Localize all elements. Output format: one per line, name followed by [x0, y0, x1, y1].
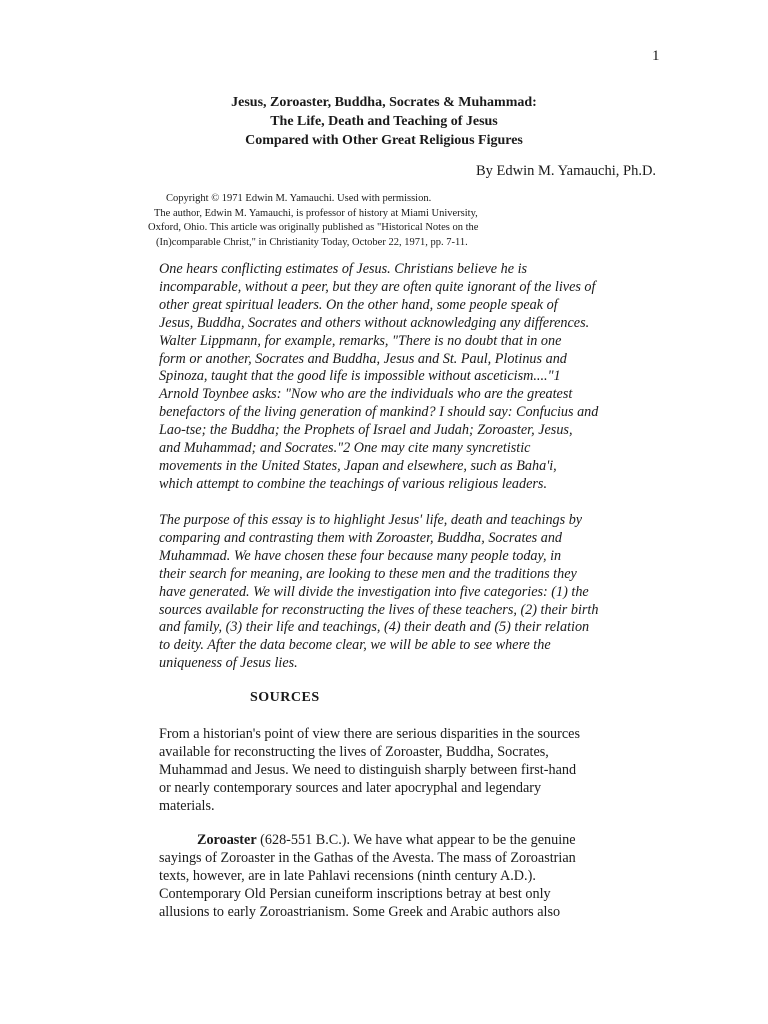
- copyright-line: (In)comparable Christ," in Christianity Today, October 22, 1971, pp. 7-11.: [156, 236, 468, 248]
- text-line: materials.: [159, 797, 215, 814]
- text-line: sayings of Zoroaster in the Gathas of the Avesta. The mass of Zoroastrian: [159, 849, 576, 866]
- text-line: or nearly contemporary sources and later apocryphal and legendary: [159, 779, 542, 796]
- text-line: Arnold Toynbee asks: "Now who are the individuals who are the greatest: [159, 386, 573, 403]
- text-line: texts, however, are in late Pahlavi recensions (ninth century A.D.).: [159, 867, 536, 884]
- intro-paragraph: [159, 261, 639, 494]
- section-heading-sources: SOURCES: [250, 690, 320, 705]
- text-line: incomparable, without a peer, but they are often quite ignorant of the lives of: [159, 278, 596, 295]
- title-line-1: Jesus, Zoroaster, Buddha, Socrates & Muhammad:: [231, 95, 537, 110]
- text-line: other great spiritual leaders. On the other hand, some people speak of: [159, 296, 558, 313]
- text-line: which attempt to combine the teachings of various religious leaders.: [159, 475, 548, 492]
- text-line: allusions to early Zoroastrianism. Some Greek and Arabic authors also: [159, 903, 561, 920]
- text-line: comparing and contrasting them with Zoroaster, Buddha, Socrates and: [159, 529, 563, 546]
- text-line: Spinoza, taught that the good life is impossible without asceticism...."1: [159, 368, 561, 385]
- title-line-2: The Life, Death and Teaching of Jesus: [270, 114, 498, 129]
- text-line: form or another, Socrates and Buddha, Jesus and St. Paul, Plotinus and: [159, 350, 567, 367]
- title-line-3: Compared with Other Great Religious Figures: [245, 133, 523, 148]
- text-line: their search for meaning, are looking to these men and the traditions they: [159, 565, 577, 582]
- text-line: Jesus, Buddha, Socrates and others without acknowledging any differences.: [159, 314, 590, 331]
- text-line: movements in the United States, Japan and elsewhere, such as Baha'i,: [159, 457, 557, 474]
- page-number: 1: [652, 48, 660, 64]
- document-title: [0, 93, 768, 150]
- copyright-notice: [148, 192, 528, 250]
- text-line: to deity. After the data become clear, we will be able to see where the: [159, 637, 551, 654]
- text-line: Muhammad. We have chosen these four because many people today, in: [159, 547, 562, 564]
- text-line: available for reconstructing the lives of Zoroaster, Buddha, Socrates,: [159, 743, 549, 760]
- text-line: sources available for reconstructing the lives of these teachers, (2) their birth: [159, 601, 599, 618]
- text-line: benefactors of the living generation of mankind? I should say: Confucius and: [159, 404, 599, 421]
- text-line: Lao-tse; the Buddha; the Prophets of Israel and Judah; Zoroaster, Jesus,: [159, 422, 573, 439]
- zoroaster-paragraph: [159, 832, 639, 922]
- sources-paragraph: [159, 726, 639, 816]
- text-line: have generated. We will divide the investigation into five categories: (1) the: [159, 583, 589, 600]
- text-line: and Muhammad; and Socrates."2 One may cite many syncretistic: [159, 440, 531, 457]
- text-line: Muhammad and Jesus. We need to distinguish sharply between first-hand: [159, 761, 577, 778]
- copyright-line: Oxford, Ohio. This article was originally published as "Historical Notes on the: [148, 222, 479, 233]
- purpose-paragraph: [159, 512, 639, 673]
- text-line: and family, (3) their life and teachings, (4) their death and (5) their relation: [159, 619, 590, 636]
- text-line: [159, 832, 639, 850]
- copyright-line: Copyright © 1971 Edwin M. Yamauchi. Used with permission.: [166, 193, 432, 204]
- text-line: One hears conflicting estimates of Jesus. Christians believe he is: [159, 261, 528, 277]
- copyright-line: The author, Edwin M. Yamauchi, is professor of history at Miami University,: [154, 207, 478, 219]
- text-line: Contemporary Old Persian cuneiform inscriptions betray at best only: [159, 885, 551, 902]
- text-line: From a historian's point of view there are serious disparities in the sources: [159, 726, 580, 742]
- zoroaster-lead-term: Zoroaster: [197, 832, 257, 848]
- author-byline: By Edwin M. Yamauchi, Ph.D.: [476, 163, 657, 179]
- text-line: The purpose of this essay is to highlight Jesus' life, death and teachings by: [159, 512, 583, 528]
- text-line: uniqueness of Jesus lies.: [159, 655, 298, 672]
- text-line: Walter Lippmann, for example, remarks, "There is no doubt that in one: [159, 332, 562, 349]
- zoroaster-first-line: (628-551 B.C.). We have what appear to be the genuine: [256, 832, 576, 848]
